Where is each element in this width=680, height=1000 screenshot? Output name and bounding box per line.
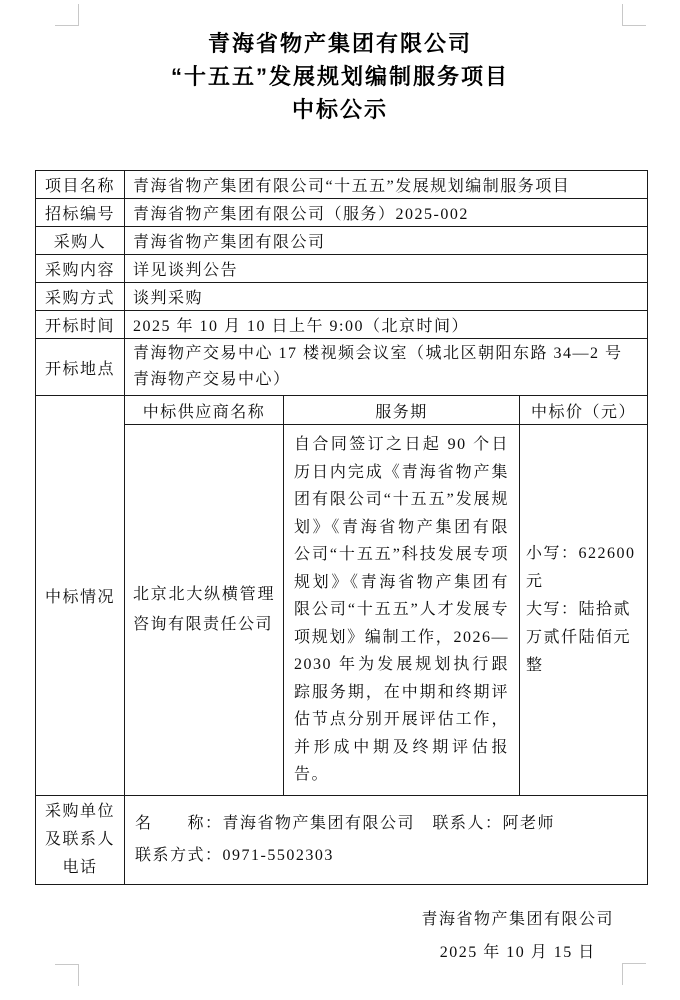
table-row bbox=[36, 255, 648, 283]
contact-label-line: 及联系人 bbox=[44, 830, 115, 848]
title-line-company: 青海省物产集团有限公司 bbox=[207, 31, 472, 56]
award-price-words: 大写：陆拾贰万贰仟陆佰元整 bbox=[526, 600, 632, 674]
field-label-procurement-content: 采购内容 bbox=[36, 255, 125, 283]
award-supplier-name: 北京北大纵横管理咨询有限责任公司 bbox=[125, 425, 284, 796]
field-label-purchaser: 采购人 bbox=[36, 227, 125, 255]
field-value-purchaser: 青海省物产集团有限公司 bbox=[125, 227, 648, 255]
document-title bbox=[0, 27, 680, 126]
award-header-price: 中标价（元） bbox=[520, 396, 648, 425]
award-price-numeric: 小写：622600 元 bbox=[526, 544, 636, 590]
table-row bbox=[36, 227, 648, 255]
field-label-award-status: 中标情况 bbox=[36, 396, 125, 796]
table-row bbox=[36, 171, 648, 199]
crop-mark-top-left bbox=[55, 4, 79, 26]
field-label-opening-time: 开标时间 bbox=[36, 311, 125, 339]
announcement-table bbox=[35, 170, 648, 885]
crop-mark-top-right bbox=[622, 4, 646, 26]
contact-label-line: 采购单位 bbox=[44, 802, 115, 820]
award-header-service-period: 服务期 bbox=[284, 396, 520, 425]
table-row bbox=[36, 199, 648, 227]
field-value-tender-number: 青海省物产集团有限公司（服务）2025-002 bbox=[125, 199, 648, 227]
award-data-row bbox=[36, 425, 648, 796]
footer-signature bbox=[421, 903, 614, 969]
field-value-opening-time: 2025 年 10 月 10 日上午 9:00（北京时间） bbox=[125, 311, 648, 339]
award-header-row bbox=[36, 396, 648, 425]
crop-mark-bottom-left bbox=[55, 964, 79, 986]
field-label-project-name: 项目名称 bbox=[36, 171, 125, 199]
contact-label-line: 电话 bbox=[62, 858, 98, 876]
table-row bbox=[36, 339, 648, 396]
field-value-procurement-content: 详见谈判公告 bbox=[125, 255, 648, 283]
field-value-opening-location: 青海物产交易中心 17 楼视频会议室（城北区朝阳东路 34—2 号青海物产交易中心） bbox=[125, 339, 648, 396]
field-value-procurement-method: 谈判采购 bbox=[125, 283, 648, 311]
footer-date: 2025 年 10 月 15 日 bbox=[439, 944, 596, 961]
contact-name-line: 名 称：青海省物产集团有限公司 联系人：阿老师 bbox=[135, 814, 556, 832]
award-price bbox=[520, 425, 648, 796]
award-service-period: 自合同签订之日起 90 个日历日内完成《青海省物产集团有限公司“十五五”发展规划》《青海省物产集团有限公司“十五五”科技发展专项规划》《青海省物产集团有限公司“十五五”人才发展专项规划》编制工作，2026—2030 年为发展规划执行跟踪服务期，在中期和终期评估节点分别开展评估工作，并形成中期及终期评估报告。 bbox=[284, 425, 520, 796]
field-label-procurement-method: 采购方式 bbox=[36, 283, 125, 311]
field-label-contact bbox=[36, 795, 125, 884]
contact-phone-line: 联系方式：0971-5502303 bbox=[135, 846, 334, 864]
table-row bbox=[36, 283, 648, 311]
contact-info bbox=[125, 795, 648, 884]
title-line-announcement: 中标公示 bbox=[291, 97, 388, 122]
field-label-tender-number: 招标编号 bbox=[36, 199, 125, 227]
title-line-project: “十五五”发展规划编制服务项目 bbox=[170, 64, 509, 89]
field-value-project-name: 青海省物产集团有限公司“十五五”发展规划编制服务项目 bbox=[125, 171, 648, 199]
field-label-opening-location: 开标地点 bbox=[36, 339, 125, 396]
contact-row bbox=[36, 795, 648, 884]
crop-mark-bottom-right bbox=[622, 963, 646, 985]
award-header-supplier: 中标供应商名称 bbox=[125, 396, 284, 425]
table-row bbox=[36, 311, 648, 339]
footer-organization: 青海省物产集团有限公司 bbox=[421, 911, 614, 928]
